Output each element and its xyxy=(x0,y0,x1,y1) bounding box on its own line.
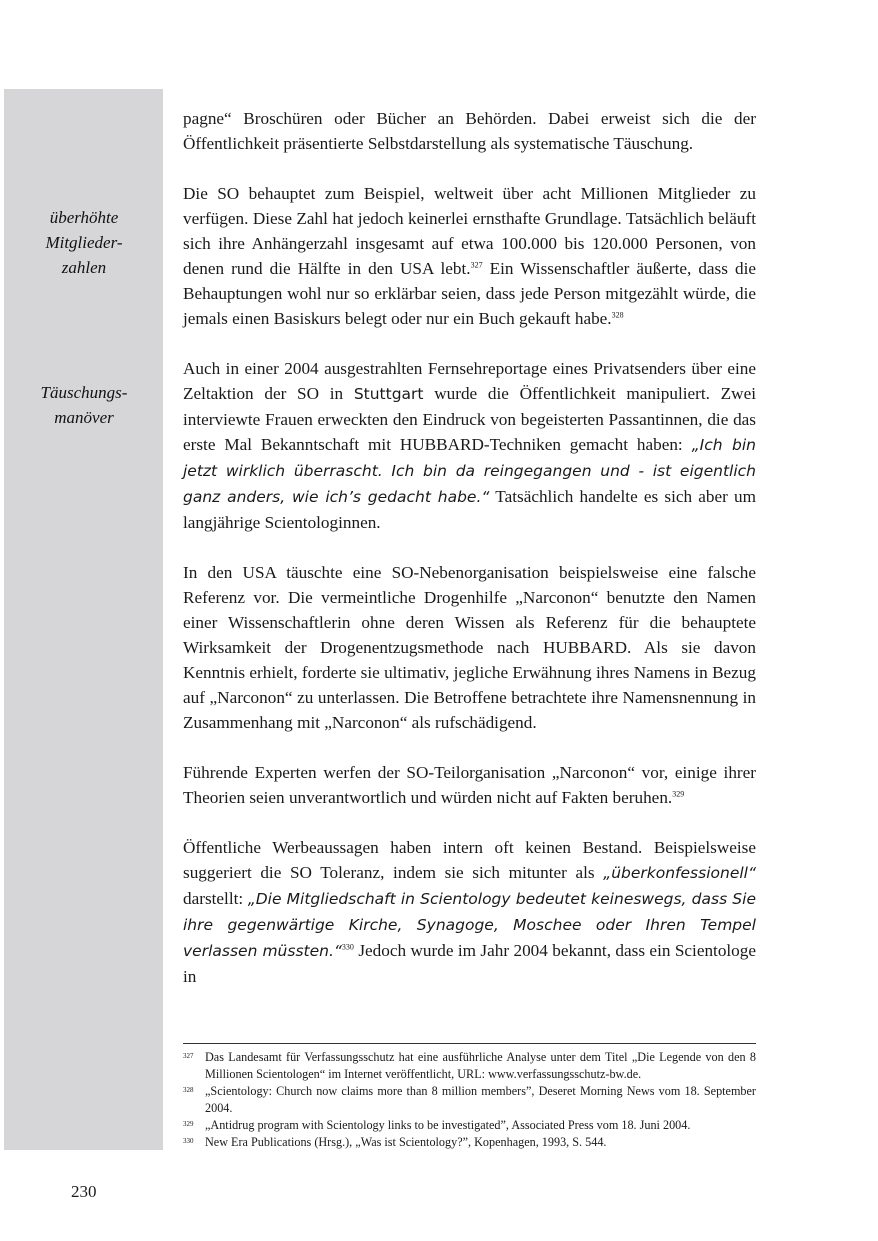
margin-note-inflated-membership xyxy=(10,205,158,280)
footnote-number: 330 xyxy=(183,1137,194,1145)
paragraph-5 xyxy=(183,760,756,810)
footnote-text: New Era Publications (Hrsg.), „Was ist Scientology?”, Kopenhagen, 1993, S. 544. xyxy=(205,1135,607,1149)
main-text xyxy=(183,106,756,989)
margin-note-line: zahlen xyxy=(61,258,107,277)
footnote-text: „Antidrug program with Scientology links to be investigated”, Associated Press vom 18. Juni 2004. xyxy=(205,1118,691,1132)
paragraph-3 xyxy=(183,356,756,535)
footnote-number: 327 xyxy=(183,1052,194,1060)
italic-term-interconfessional: „überkonfessionell“ xyxy=(603,864,756,882)
paragraph-6-text-c: Jedoch wurde im Jahr 2004 bekannt, dass ein Scientologe in xyxy=(183,941,756,986)
footnote-ref-327[interactable]: 327 xyxy=(470,260,483,270)
page-number: 230 xyxy=(71,1182,97,1201)
footnote-divider xyxy=(183,1043,756,1044)
paragraph-3-text-b: wurde die Öffentlichkeit manipuliert. Zwei interviewte Frauen erweckten den Eindruck von begeisterten Passantinnen, die das erste Mal Bekanntschaft mit HUBBARD-Techniken gemacht haben: xyxy=(183,384,756,454)
paragraph-3-text-c: Tatsächlich handelte es sich aber um langjährige Scientologinnen. xyxy=(183,487,757,532)
footnote-number: 329 xyxy=(183,1120,194,1128)
paragraph-6-text-b: darstellt: xyxy=(183,889,248,908)
membership-quote: „Die Mitgliedschaft in Scientology bedeutet keineswegs, dass Sie ihre gegenwärtige Kirche, Synagoge, Moschee oder Ihren Tempel verlassen müssten.“ xyxy=(183,890,756,960)
paragraph-2-text-b: Ein Wissenschaftler äußerte, dass die Behauptungen wohl nur so erklärbar seien, dass jede Person mitgezählt würde, die jemals einen Basiskurs belegt oder nur ein Buch gekauft habe. xyxy=(183,259,756,328)
place-name-stuttgart: Stuttgart xyxy=(353,385,424,403)
paragraph-4: In den USA täuschte eine SO-Nebenorganisation beispielsweise eine falsche Referenz vor. Die vermeintliche Drogenhilfe „Narconon“ benutzte den Namen einer Wissenschaftlerin ohne deren Wissen als Referenz für die behauptete Wirksamkeit der Drogenentzugsmethode nach HUBBARD. Als sie davon Kenntnis erhielt, forderte sie ultimativ, jegliche Erwähnung ihres Namens in Bezug auf „Narconon“ zu unterlassen. Die Betroffene betrachtete ihre Namensnennung in Zusammenhang mit „Narconon“ als rufschädigend. xyxy=(183,563,756,732)
paragraph-5-text: Führende Experten werfen der SO-Teilorganisation „Narconon“ vor, einige ihrer Theorien seien unverantwortlich und würden nicht auf Fakten beruhen. xyxy=(183,763,756,807)
footnote-328 xyxy=(183,1083,756,1117)
footnote-text: Das Landesamt für Verfassungsschutz hat eine ausführliche Analyse unter dem Titel „Die Legende von den 8 Millionen Scientologen“ im Internet veröffentlicht, URL: www.verfassungsschutz-bw.de. xyxy=(205,1050,756,1081)
footnote-329 xyxy=(183,1117,756,1134)
paragraph-6-text-a: Öffentliche Werbeaussagen haben intern oft keinen Bestand. Beispielsweise suggeriert die SO Toleranz, indem sie sich mitunter als xyxy=(183,838,756,882)
footnote-ref-328[interactable]: 328 xyxy=(611,310,624,320)
paragraph-2 xyxy=(183,181,756,331)
margin-note-line: manöver xyxy=(54,408,114,427)
paragraph-1: pagne“ Broschüren oder Bücher an Behörden. Dabei erweist sich die der Öffentlichkeit präsentierte Selbstdarstellung als systematische Täuschung. xyxy=(183,109,756,153)
footnotes xyxy=(183,1049,756,1151)
paragraph-2-text-a: Die SO behauptet zum Beispiel, weltweit über acht Millionen Mitglieder zu verfügen. Diese Zahl hat jedoch keinerlei ernsthafte Grundlage. Tatsächlich beläuft sich ihre Anhängerzahl insgesamt auf etwa 100.000 bis 120.000 Personen, von denen rund die Hälfte in den USA lebt. xyxy=(183,184,756,278)
footnote-ref-330[interactable]: 330 xyxy=(341,942,354,952)
footnote-text: „Scientology: Church now claims more than 8 million members”, Deseret Morning News vom 18. September 2004. xyxy=(205,1084,756,1115)
footnote-ref-329[interactable]: 329 xyxy=(672,789,685,799)
margin-note-line: Täuschungs- xyxy=(40,383,128,402)
footnote-number: 328 xyxy=(183,1086,194,1094)
interview-quote: „Ich bin jetzt wirklich überrascht. Ich bin da reingegangen und - ist eigentlich ganz anders, wie ich’s gedacht habe.“ xyxy=(183,436,757,506)
paragraph-3-text-a: Auch in einer 2004 ausgestrahlten Fernsehreportage eines Privatsenders über eine Zeltaktion der SO in xyxy=(183,359,756,403)
margin-note-line: überhöhte xyxy=(49,208,119,227)
margin-note-deception xyxy=(10,380,158,430)
margin-note-line: Mitglieder- xyxy=(45,233,123,252)
footnote-330 xyxy=(183,1134,756,1151)
paragraph-6 xyxy=(183,835,756,989)
footnote-327 xyxy=(183,1049,756,1083)
